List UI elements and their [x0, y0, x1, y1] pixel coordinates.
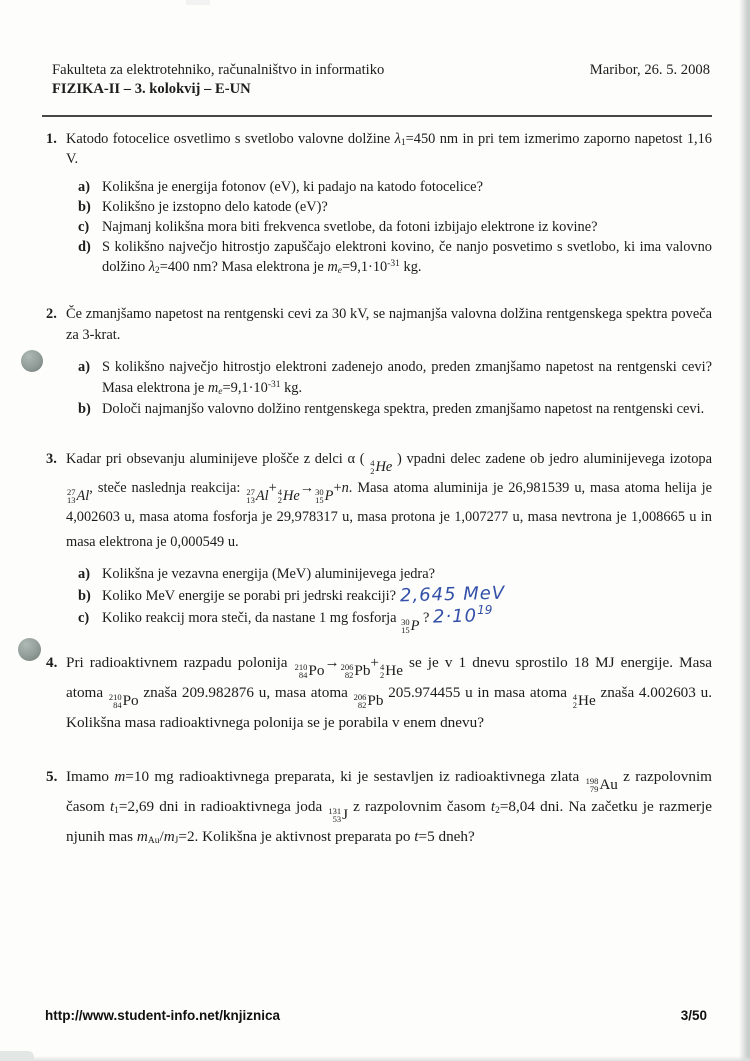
question-body — [66, 129, 712, 277]
part-label: a) — [78, 359, 90, 375]
document-header — [52, 61, 710, 99]
question-number: 3. — [46, 451, 57, 467]
question-text: Imamo m=10 mg radioaktivnega preparata, ki je sestavljen iz radioaktivnega zlata 198 79 Au z razpolovnim časom $t_1=2,69$ dni in radioaktivnega joda 131 53 J z razpolovnim časom $t_2=8,04$ dni. Na začetku je razmerje njunih mas $m_{Au}/m_J=2$. Kolikšna je aktivnost preparata po t=5 dneh? — [66, 768, 712, 846]
nuclide-notation: 198 79 Au — [585, 776, 618, 794]
part-text: S kolikšno največjo hitrostjo elektroni zadenejo anodo, preden zmanjšamo napetost na rentgenski cevi? Masa elektrona je $m_e=9,1\cdot 10^{-31}$ kg. — [102, 359, 712, 397]
nuclide-notation: 4 2 He — [380, 662, 403, 680]
nuclide-notation: 4 2 He — [370, 458, 393, 476]
nuclide-notation: 27 13 Al — [67, 487, 90, 505]
nuclide-notation: 131 53 J — [328, 806, 349, 824]
part-text: Kolikšno je izstopno delo katode (eV)? — [102, 199, 328, 215]
nuclide-notation: 27 13 Al — [246, 487, 269, 505]
scan-edge-right — [739, 0, 750, 1061]
nuclide-notation: 4 2 He — [572, 692, 596, 710]
question-text: Kadar pri obsevanju aluminijeve plošče z delci α ( 4 2 He ) vpadni delec zadene ob jedro aluminijevega izotopa 27 13 Al , steče naslednja reakcija: 27 13 Al + 4 2 He → 30 15 P +n. Masa atoma aluminija je 26,981539 u, masa atoma helija je 4,002603 u, masa atoma fosforja je 29,978317 u, masa protona je 1,007277 u, masa nevtrona je 1,008665 u in masa elektrona je 0,000549 u. — [66, 451, 712, 550]
question-1 — [46, 129, 712, 277]
question-parts — [66, 563, 712, 635]
question-part — [78, 217, 712, 237]
question-part — [78, 603, 712, 635]
part-text: Kolikšna je vezavna energija (MeV) aluminijevega jedra? — [102, 566, 435, 582]
question-part — [78, 177, 712, 197]
question-2 — [46, 304, 712, 420]
question-body — [66, 764, 712, 850]
question-number: 2. — [46, 306, 57, 322]
question-number: 1. — [46, 131, 57, 147]
part-label: c) — [78, 610, 90, 626]
hole-punch-top — [21, 350, 43, 372]
question-text: Pri radioaktivnem razpadu polonija 210 84 Po → 206 82 Pb + 4 2 He se je v 1 dnevu sprostilo 18 MJ energije. Masa atoma 210 84 Po znaša 209.982876 u, masa atoma 206 82 Pb 205.974455 u in masa atoma 4 2 He znaša 4.002603 u. Kolikšna masa radioaktivnega polonija se je porabila v enem dnevu? — [66, 654, 713, 731]
part-text-with-handwritten-answer: Koliko MeV energije se porabi pri jedrski reakciji? 2,645 MeV — [102, 582, 506, 607]
question-part — [78, 357, 712, 399]
question-part — [78, 582, 712, 607]
nuclide-notation: 210 84 Po — [294, 662, 325, 680]
part-label: b) — [78, 401, 91, 417]
institution-name: Fakulteta za elektrotehniko, računalništvo in informatiko — [52, 62, 385, 78]
page-number: 3/50 — [680, 1008, 707, 1023]
nuclide-notation: 206 82 Pb — [340, 662, 371, 680]
question-body — [66, 304, 712, 420]
hole-punch-bottom — [18, 638, 41, 661]
question-4 — [46, 650, 712, 736]
question-5 — [46, 764, 712, 850]
header-divider — [42, 115, 712, 117]
part-text: Določi najmanjšo valovno dolžino rentgenskega spektra, preden zmanjšamo napetost na rentgenski cevi. — [102, 401, 705, 417]
question-text: Če zmanjšamo napetost na rentgenski cevi za 30 kV, se najmanjša valovna dolžina rentgenskega spektra poveča za 3-krat. — [66, 306, 712, 343]
header-left — [52, 61, 384, 99]
question-body — [66, 447, 712, 635]
question-parts — [66, 177, 712, 277]
page-footer — [45, 1008, 707, 1023]
question-part — [78, 563, 712, 585]
question-number: 5. — [46, 768, 58, 785]
part-text: S kolikšno največjo hitrostjo zapuščajo elektroni kovino, če nanjo posvetimo s svetlobo, ki ima valovno dolžino $\lambda_2=400$ nm? Masa elektrona je $m_e=9,1\cdot 10^{-31}$ kg. — [102, 239, 712, 276]
part-label: c) — [78, 219, 90, 235]
part-label: b) — [78, 199, 91, 215]
question-part — [78, 197, 712, 217]
part-text-with-handwritten-answer: Koliko reakcij mora steči, da nastane 1 mg fosforja 30 15 P ? $2\cdot 10^{19}$ — [102, 603, 493, 635]
question-number: 4. — [46, 654, 58, 671]
footer-url: http://www.student-info.net/knjiznica — [45, 1008, 280, 1023]
part-text: Najmanj kolikšna mora biti frekvenca svetlobe, da fotoni izbijajo elektrone iz kovine? — [102, 219, 598, 235]
question-text: Katodo fotocelice osvetlimo s svetlobo valovne dolžine $\lambda_1=450$ nm in pri tem izmerimo zaporno napetost 1,16 V. — [66, 131, 713, 167]
question-part — [78, 399, 712, 420]
exam-title: FIZIKA-II – 3. kolokvij – E-UN — [52, 81, 251, 97]
nuclide-notation: 210 84 Po — [108, 692, 139, 710]
part-label: d) — [78, 239, 91, 255]
scan-top-mark — [186, 0, 210, 5]
part-text: Kolikšna je energija fotonov (eV), ki padajo na katodo fotocelice? — [102, 179, 483, 195]
nuclide-notation: 30 15 P — [315, 487, 334, 505]
part-label: a) — [78, 179, 90, 195]
nuclide-notation: 206 82 Pb — [353, 692, 384, 710]
date-place: Maribor, 26. 5. 2008 — [589, 62, 710, 78]
nuclide-notation: 4 2 He — [277, 487, 300, 505]
question-parts — [66, 357, 712, 420]
nuclide-notation: 30 15 P — [401, 617, 420, 635]
part-label: b) — [78, 588, 91, 604]
question-body — [66, 650, 712, 736]
scan-edge-bottom — [0, 1056, 750, 1061]
scan-corner-bottom-left — [0, 1051, 34, 1061]
question-part — [78, 237, 712, 277]
part-label: a) — [78, 566, 90, 582]
question-3 — [46, 447, 712, 635]
